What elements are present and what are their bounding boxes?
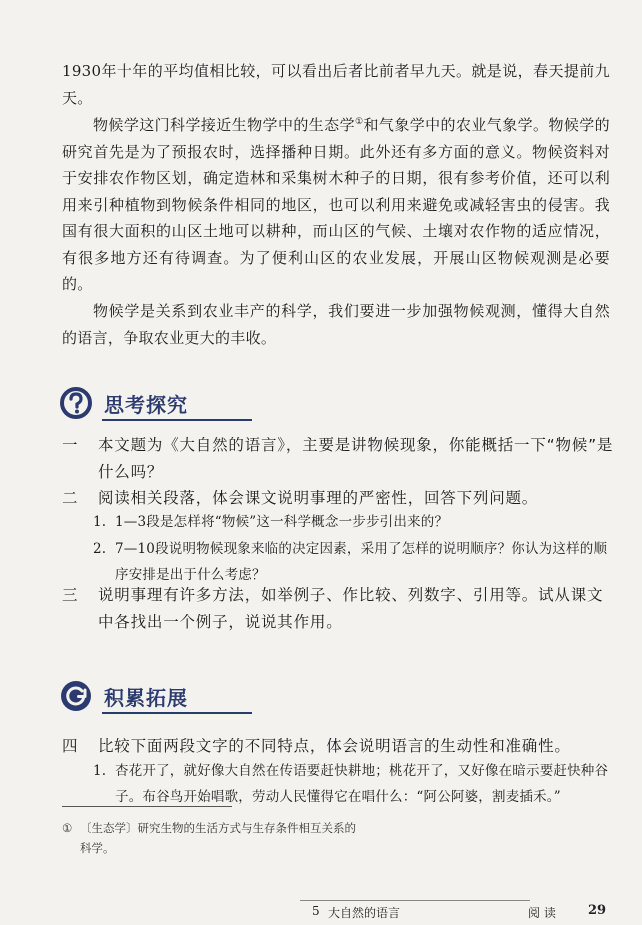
- question-text: 比较下面两段文字的不同特点，体会说明语言的生动性和准确性。: [98, 737, 571, 755]
- question-text: 阅读相关段落，体会课文说明事理的严密性，回答下列问题。: [98, 489, 539, 507]
- footnote: [62, 818, 362, 858]
- question-2-1: [93, 509, 613, 535]
- footer-divider: [300, 900, 530, 901]
- question-number: 三: [62, 586, 79, 604]
- subquestion-number: 1.: [93, 514, 107, 530]
- question-1: [62, 432, 614, 486]
- subquestion-text: 1—3段是怎样将“物候”这一科学概念一步步引出来的？: [115, 514, 449, 530]
- body-paragraph-2: [62, 112, 610, 298]
- footer-lesson-title: 大自然的语言: [328, 906, 401, 920]
- section-header-accumulate-expand: [60, 678, 320, 722]
- body-paragraph-2-text-b: 和气象学中的农业气象学。物候学的研究首先是为了预报农时，选择播种日期。此外还有多方面的意义。物候资料对于安排农作物区划，确定造林和采集树木种子的日期，很有参考价值，还可以利用来引种植物到物候条件相同的地区，也可以利用来避免或减轻害虫的侵害。我国有很大面积的山区土地可以耕种，而山区的气候、土壤对农作物的适应情况，有很多地方还有待调查。为了便利山区的农业发展，开展山区物候观测是必要的。: [62, 116, 610, 293]
- body-paragraph-1-text: 1930年十年的平均值相比较，可以看出后者比前者早九天。就是说，春天提前九天。: [62, 62, 610, 107]
- question-mark-icon: [60, 387, 92, 419]
- body-paragraph-3-text: 物候学是关系到农业丰产的科学，我们要进一步加强物候观测，懂得大自然的语言，争取农业更大的丰收。: [62, 302, 610, 347]
- subquestion-text: 7—10段说明物候现象来临的决定因素，采用了怎样的说明顺序？你认为这样的顺序安排是出于什么考虑？: [115, 541, 608, 583]
- body-paragraph-2-text-a: 物候学这门科学接近生物学中的生态学: [93, 116, 356, 134]
- question-number: 二: [62, 489, 79, 507]
- body-paragraph-3: [62, 298, 610, 351]
- subquestion-text: 杏花开了，就好像大自然在传语要赶快耕地；桃花开了，又好像在暗示要赶快种谷子。布谷鸟开始唱歌，劳动人民懂得它在唱什么：“阿公阿婆，割麦插禾。”: [115, 763, 609, 805]
- footnote-reference[interactable]: ①: [355, 117, 364, 127]
- footnote-mark: ①: [62, 821, 73, 835]
- subquestion-number: 1.: [93, 763, 107, 779]
- section-header-think-explore: [60, 385, 320, 429]
- question-4-1: [93, 758, 613, 810]
- body-paragraph-1: [62, 58, 610, 111]
- question-text: 说明事理有许多方法，如举例子、作比较、列数字、引用等。试从课文中各找出一个例子，说说其作用。: [98, 586, 604, 631]
- question-3: [62, 582, 614, 636]
- footer-page-number: 29: [588, 903, 607, 918]
- question-4: [62, 733, 614, 760]
- footnote-divider: [62, 806, 232, 807]
- section-title: 积累拓展: [104, 686, 188, 710]
- section-title: 思考探究: [104, 393, 188, 417]
- refresh-arrow-icon: [60, 680, 92, 712]
- section-underline: [102, 419, 252, 421]
- question-text: 本文题为《大自然的语言》，主要是讲物候现象，你能概括一下“物候”是什么吗？: [98, 436, 614, 481]
- footer-unit: 阅 读: [528, 906, 556, 920]
- question-2-2: [93, 536, 613, 588]
- question-number: 一: [62, 436, 79, 454]
- footnote-text: 〔生态学〕研究生物的生活方式与生存条件相互关系的科学。: [80, 821, 356, 855]
- section-underline: [102, 712, 252, 714]
- question-2: [62, 485, 614, 512]
- footer-lesson-number: 5: [312, 904, 320, 918]
- question-number: 四: [62, 737, 79, 755]
- subquestion-number: 2.: [93, 541, 107, 557]
